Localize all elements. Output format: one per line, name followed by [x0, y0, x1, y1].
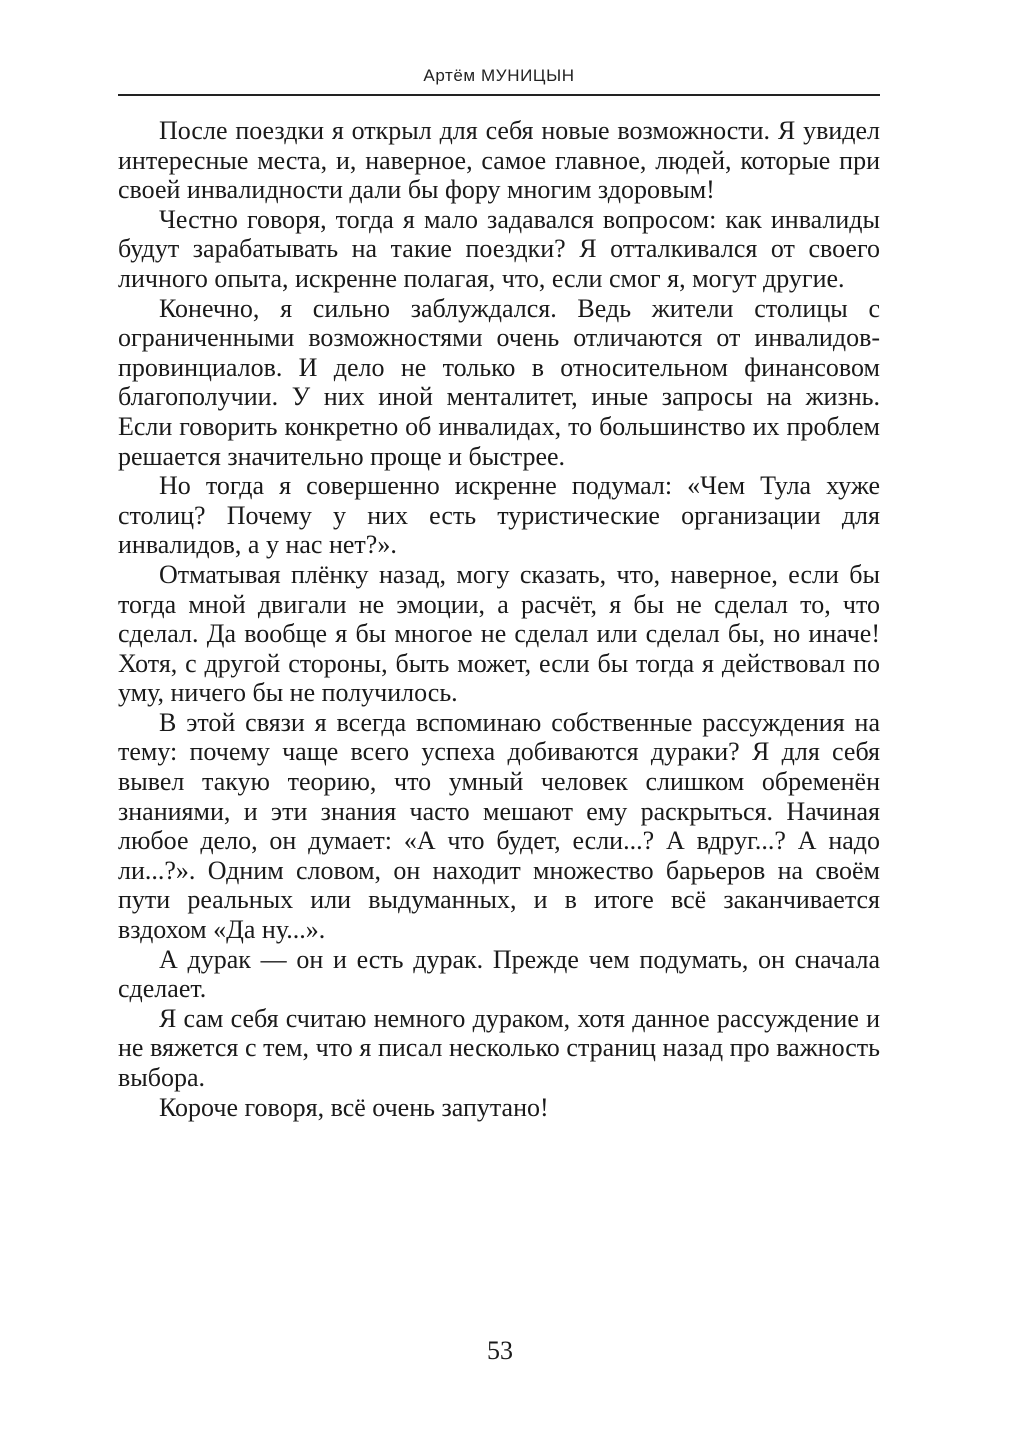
- paragraph: Я сам себя считаю немного дураком, хотя данное рассуждение и не вяжется с тем, что я писал несколько страниц назад про важность выбора.: [118, 1003, 880, 1092]
- paragraph: А дурак — он и есть дурак. Прежде чем подумать, он сначала сделает.: [118, 944, 880, 1004]
- paragraph: Отматывая плёнку назад, могу сказать, что, наверное, если бы тогда мной двигали не эмоции, а расчёт, я бы не сделал то, что сделал. Да вообще я бы многое не сделал или сделал бы, но иначе! Хотя, с другой стороны, быть может, если бы тогда я действовал по уму, ничего бы не получилось.: [118, 559, 880, 708]
- paragraph: Но тогда я совершенно искренне подумал: «Чем Тула хуже столиц? Почему у них есть туристические организации для инвалидов, а у нас нет?».: [118, 471, 880, 560]
- header-rule: [118, 94, 880, 96]
- paragraph: Честно говоря, тогда я мало задавался вопросом: как инвалиды будут зарабатывать на такие поездки? Я отталкивался от своего личного опыта, искренне полагая, что, если смог я, могут другие.: [118, 204, 880, 293]
- running-head: Артём МУНИЦЫН: [423, 66, 575, 85]
- page-number: 53: [487, 1336, 513, 1365]
- body-text: [118, 116, 880, 1122]
- paragraph: Конечно, я сильно заблуждался. Ведь жители столицы с ограниченными возможностями очень отличаются от инвалидов-провинциалов. И дело не только в относительном финансовом благополучии. У них иной менталитет, иные запросы на жизнь. Если говорить конкретно об инвалидах, то большинство их проблем решается значительно проще и быстрее.: [118, 293, 880, 471]
- paragraph: После поездки я открыл для себя новые возможности. Я увидел интересные места, и, наверное, самое главное, людей, которые при своей инвалидности дали бы фору многим здоровым!: [118, 116, 880, 205]
- paragraph: В этой связи я всегда вспоминаю собственные рассуждения на тему: почему чаще всего успеха добиваются дураки? Я для себя вывел такую теорию, что умный человек слишком обременён знаниями, и эти знания часто мешают ему раскрыться. Начиная любое дело, он думает: «А что будет, если...? А вдруг...? А надо ли...?». Одним словом, он находит множество барьеров на своём пути реальных или выдуманных, и в итоге всё заканчивается вздохом «Да ну...».: [118, 707, 880, 945]
- paragraph: Короче говоря, всё очень запутано!: [159, 1092, 549, 1122]
